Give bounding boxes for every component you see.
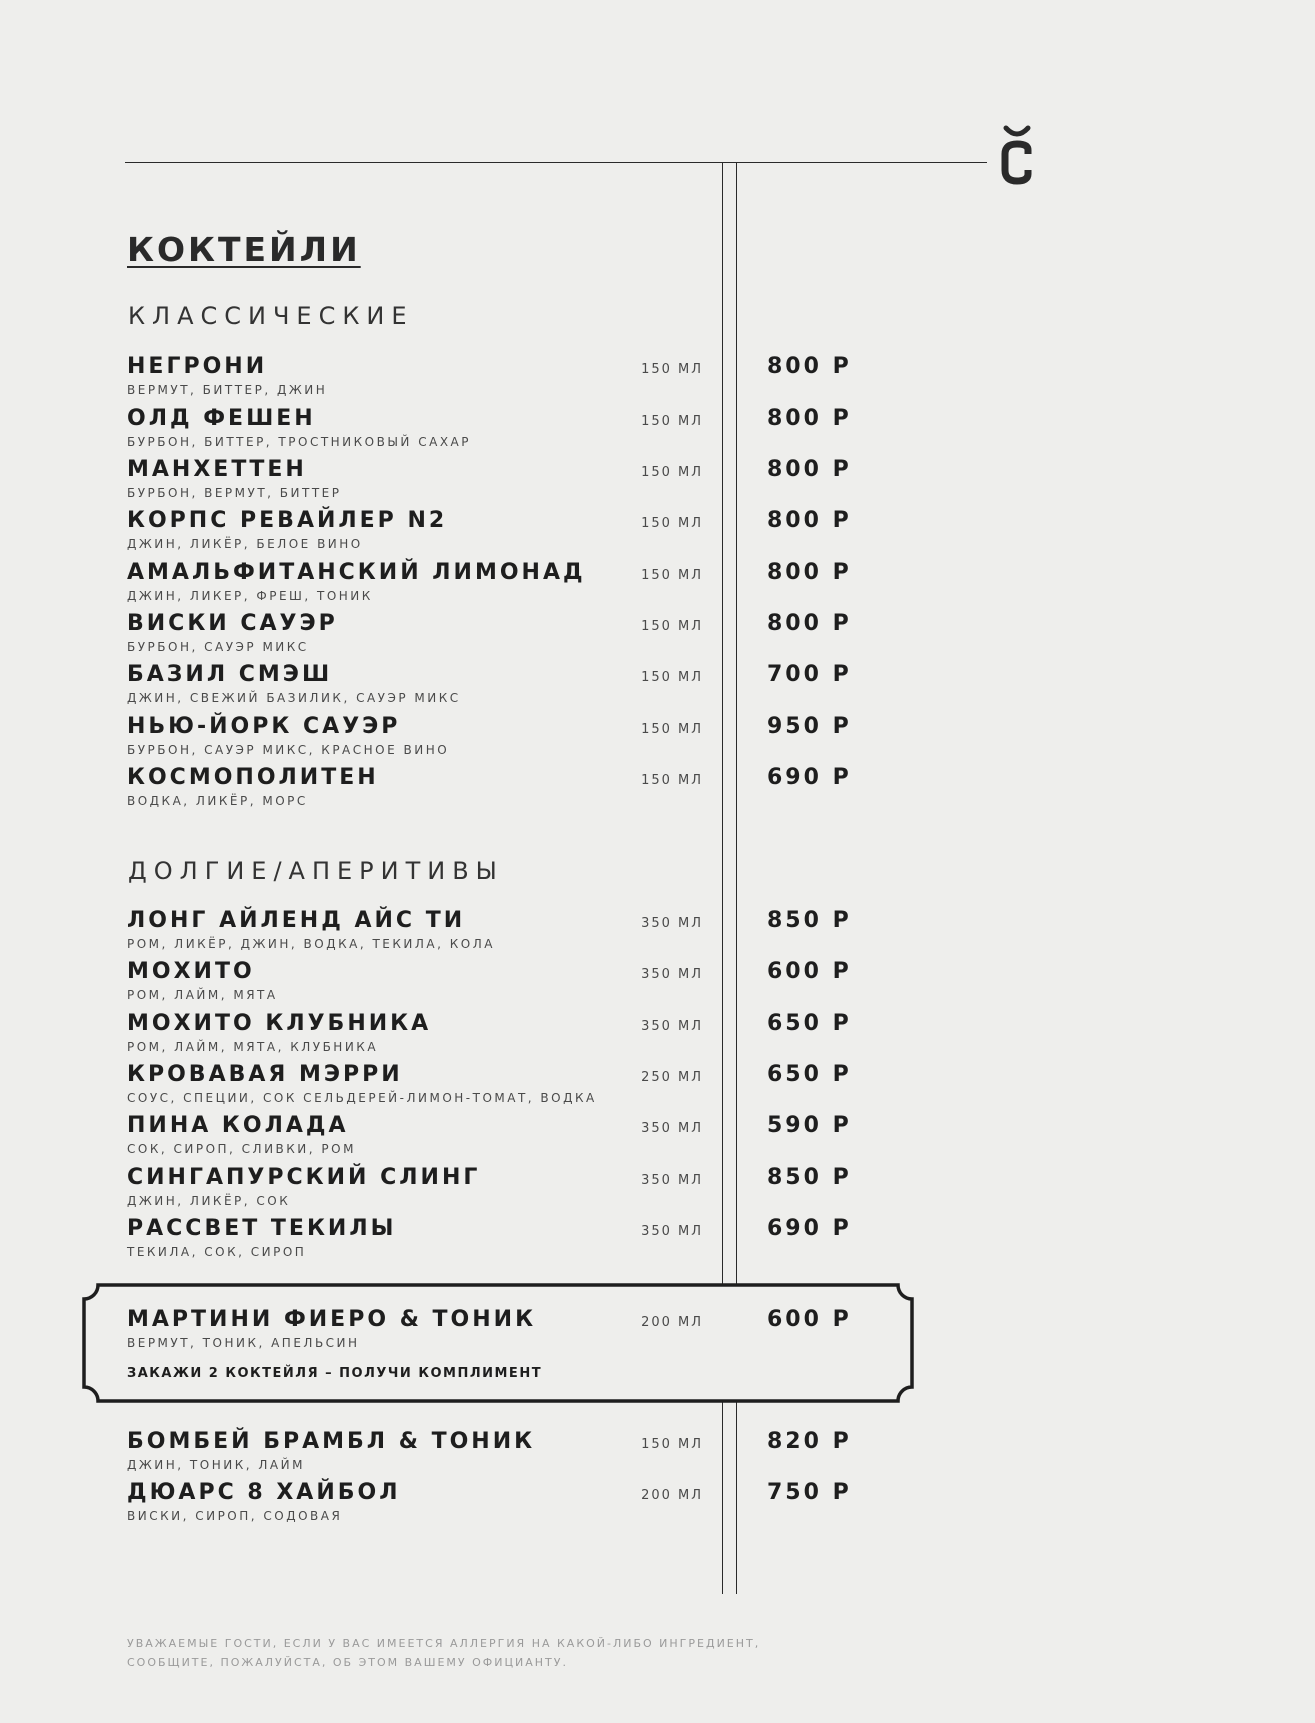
item-ingredients: СОК, СИРОП, СЛИВКИ, РОМ	[127, 1142, 356, 1156]
item-ingredients: СОУС, СПЕЦИИ, СОК СЕЛЬДЕРЕЙ-ЛИМОН-ТОМАТ, ВОДКА	[127, 1091, 597, 1105]
item-ingredients: ТЕКИЛА, СОК, СИРОП	[127, 1245, 307, 1259]
item-volume: 150 МЛ	[641, 516, 703, 531]
menu-item	[0, 457, 1315, 505]
menu-item	[0, 406, 1315, 454]
section-heading-long-aperitifs: ДОЛГИЕ/АПЕРИТИВЫ	[128, 857, 504, 885]
item-volume: 350 МЛ	[641, 916, 703, 931]
page-title: КОКТЕЙЛИ	[127, 230, 361, 269]
item-volume: 200 МЛ	[641, 1488, 703, 1503]
section-heading-classic: КЛАССИЧЕСКИЕ	[128, 302, 414, 330]
item-ingredients: БУРБОН, ВЕРМУТ, БИТТЕР	[127, 486, 342, 500]
menu-item	[0, 1165, 1315, 1213]
item-volume: 350 МЛ	[641, 1173, 703, 1188]
item-ingredients: ВОДКА, ЛИКЁР, МОРС	[127, 794, 308, 808]
item-ingredients: ДЖИН, ЛИКЕР, ФРЕШ, ТОНИК	[127, 589, 373, 603]
item-name: ЛОНГ АЙЛЕНД АЙС ТИ	[127, 908, 466, 933]
item-price: 850 Р	[767, 1165, 852, 1190]
item-name: МОХИТО КЛУБНИКА	[127, 1011, 432, 1036]
menu-item	[0, 1216, 1315, 1264]
item-ingredients: РОМ, ЛАЙМ, МЯТА	[127, 988, 278, 1002]
item-volume: 150 МЛ	[641, 362, 703, 377]
item-volume: 150 МЛ	[641, 619, 703, 634]
menu-item	[0, 354, 1315, 402]
menu-item	[0, 1113, 1315, 1161]
item-ingredients: БУРБОН, БИТТЕР, ТРОСТНИКОВЫЙ САХАР	[127, 435, 471, 449]
item-ingredients: ВЕРМУТ, БИТТЕР, ДЖИН	[127, 383, 328, 397]
item-name: КОСМОПОЛИТЕН	[127, 765, 379, 790]
item-price: 690 Р	[767, 765, 852, 790]
allergy-note-line: СООБЩИТЕ, ПОЖАЛУЙСТА, ОБ ЭТОМ ВАШЕМУ ОФИЦИАНТУ.	[127, 1656, 568, 1669]
item-name: ОЛД ФЕШЕН	[127, 406, 316, 431]
item-price: 650 Р	[767, 1011, 852, 1036]
item-name: ПИНА КОЛАДА	[127, 1113, 349, 1138]
menu-item	[0, 1429, 1315, 1477]
item-name: МАНХЕТТЕН	[127, 457, 307, 482]
item-price: 750 Р	[767, 1480, 852, 1505]
menu-item	[0, 662, 1315, 710]
item-ingredients: ДЖИН, ЛИКЁР, БЕЛОЕ ВИНО	[127, 537, 363, 551]
item-volume: 350 МЛ	[641, 967, 703, 982]
item-volume: 150 МЛ	[641, 568, 703, 583]
item-ingredients: РОМ, ЛИКЁР, ДЖИН, ВОДКА, ТЕКИЛА, КОЛА	[127, 937, 495, 951]
menu-item	[0, 560, 1315, 608]
item-name: БАЗИЛ СМЭШ	[127, 662, 333, 687]
top-divider	[125, 162, 987, 163]
menu-item	[0, 1480, 1315, 1528]
item-name: КРОВАВАЯ МЭРРИ	[127, 1062, 403, 1087]
item-price: 600 Р	[767, 1307, 852, 1332]
item-name: МАРТИНИ ФИЕРО & ТОНИК	[127, 1307, 537, 1332]
item-name: СИНГАПУРСКИЙ СЛИНГ	[127, 1165, 481, 1190]
item-ingredients: БУРБОН, САУЭР МИКС, КРАСНОЕ ВИНО	[127, 743, 450, 757]
item-name: МОХИТО	[127, 959, 255, 984]
item-name: НЬЮ-ЙОРК САУЭР	[127, 714, 401, 739]
item-name: БОМБЕЙ БРАМБЛ & ТОНИК	[127, 1429, 536, 1454]
item-name: КОРПС РЕВАЙЛЕР N2	[127, 508, 448, 533]
item-price: 690 Р	[767, 1216, 852, 1241]
promo-note: ЗАКАЖИ 2 КОКТЕЙЛЯ – ПОЛУЧИ КОМПЛИМЕНТ	[127, 1366, 543, 1381]
item-name: АМАЛЬФИТАНСКИЙ ЛИМОНАД	[127, 560, 586, 585]
item-volume: 350 МЛ	[641, 1224, 703, 1239]
item-price: 820 Р	[767, 1429, 852, 1454]
menu-item	[0, 714, 1315, 762]
allergy-note-line: УВАЖАЕМЫЕ ГОСТИ, ЕСЛИ У ВАС ИМЕЕТСЯ АЛЛЕРГИЯ НА КАКОЙ-ЛИБО ИНГРЕДИЕНТ,	[127, 1637, 761, 1650]
item-price: 800 Р	[767, 560, 852, 585]
menu-item	[0, 508, 1315, 556]
item-volume: 150 МЛ	[641, 465, 703, 480]
item-price: 600 Р	[767, 959, 852, 984]
item-volume: 200 МЛ	[641, 1315, 703, 1330]
menu-item	[0, 959, 1315, 1007]
item-volume: 150 МЛ	[641, 773, 703, 788]
item-volume: 150 МЛ	[641, 670, 703, 685]
item-volume: 350 МЛ	[641, 1121, 703, 1136]
item-price: 590 Р	[767, 1113, 852, 1138]
item-name: РАССВЕТ ТЕКИЛЫ	[127, 1216, 397, 1241]
item-ingredients: БУРБОН, САУЭР МИКС	[127, 640, 309, 654]
item-price: 850 Р	[767, 908, 852, 933]
menu-item	[0, 908, 1315, 956]
item-ingredients: ДЖИН, СВЕЖИЙ БАЗИЛИК, САУЭР МИКС	[127, 691, 461, 705]
item-price: 650 Р	[767, 1062, 852, 1087]
item-price: 800 Р	[767, 457, 852, 482]
item-price: 800 Р	[767, 611, 852, 636]
promo-item	[0, 1307, 1315, 1355]
item-volume: 150 МЛ	[641, 414, 703, 429]
item-price: 700 Р	[767, 662, 852, 687]
item-ingredients: ДЖИН, ЛИКЁР, СОК	[127, 1194, 291, 1208]
item-price: 800 Р	[767, 508, 852, 533]
item-ingredients: ДЖИН, ТОНИК, ЛАЙМ	[127, 1458, 305, 1472]
allergy-note	[127, 1634, 760, 1672]
item-name: НЕГРОНИ	[127, 354, 268, 379]
menu-item	[0, 1062, 1315, 1110]
menu-item	[0, 765, 1315, 813]
item-ingredients: ВИСКИ, СИРОП, СОДОВАЯ	[127, 1509, 343, 1523]
item-volume: 250 МЛ	[641, 1070, 703, 1085]
item-price: 800 Р	[767, 406, 852, 431]
menu-item	[0, 611, 1315, 659]
item-ingredients: РОМ, ЛАЙМ, МЯТА, КЛУБНИКА	[127, 1040, 379, 1054]
item-volume: 150 МЛ	[641, 722, 703, 737]
item-price: 800 Р	[767, 354, 852, 379]
item-name: ДЮАРС 8 ХАЙБОЛ	[127, 1480, 401, 1505]
menu-item	[0, 1011, 1315, 1059]
item-volume: 350 МЛ	[641, 1019, 703, 1034]
item-name: ВИСКИ САУЭР	[127, 611, 338, 636]
item-ingredients: ВЕРМУТ, ТОНИК, АПЕЛЬСИН	[127, 1336, 360, 1350]
item-volume: 150 МЛ	[641, 1437, 703, 1452]
item-price: 950 Р	[767, 714, 852, 739]
brand-logo-icon	[1000, 120, 1034, 186]
